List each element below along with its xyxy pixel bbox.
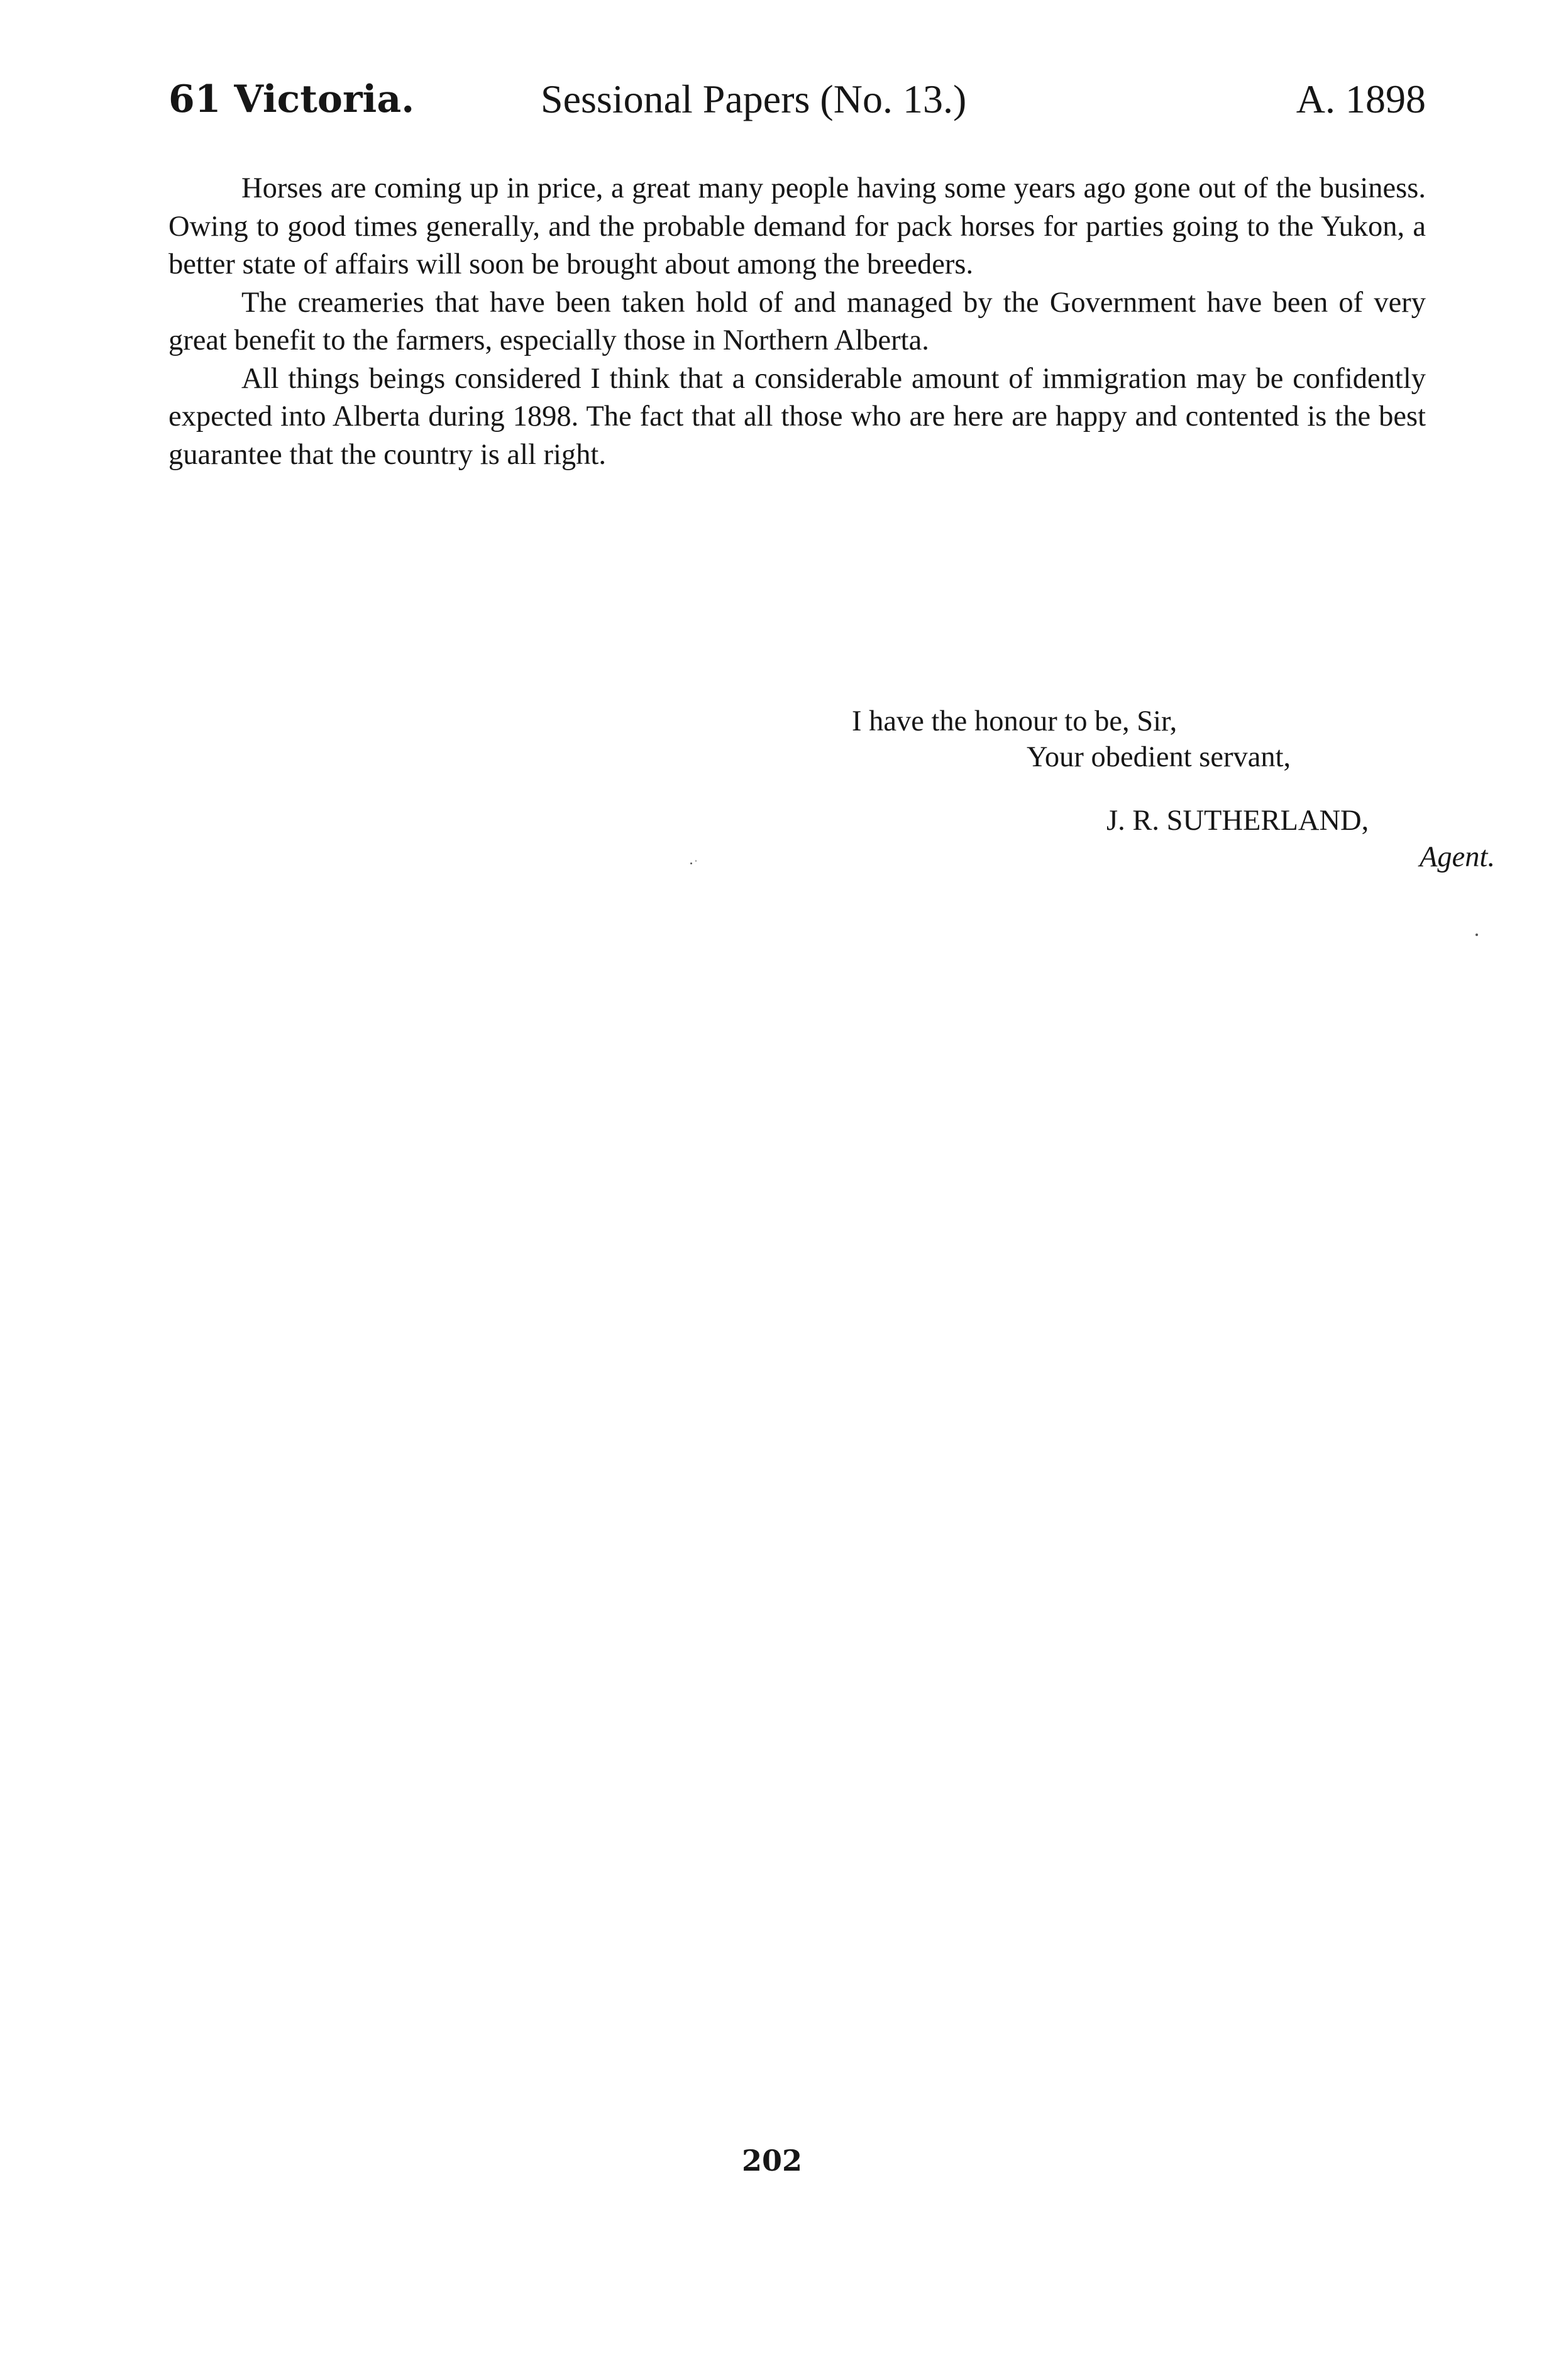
report-body [168,170,1496,873]
scan-speck [690,862,692,864]
paragraph-creameries: The creameries that have been taken hold of and managed by the Government have been of very great benefit to the farmers, especially those in Northern Alberta. [168,286,1426,356]
signature-name: J. R. SUTHERLAND, [1106,805,1369,837]
header-session: 61 Victoria. [168,77,415,121]
closing-salutation: I have the honour to be, Sir, [852,705,1177,737]
closing-complimentary: Your obedient servant, [1027,741,1291,773]
signature-title: Agent. [1420,841,1496,873]
header-year: A. 1898 [1296,77,1426,121]
page-header [168,74,1426,124]
scan-speck [695,860,697,862]
scan-speck [1475,934,1478,936]
paragraph-horses: Horses are coming up in price, a great many people having some years ago gone out of the business. Owing to good times generally, and the probable demand for pack horses for parties going to the Yukon, a better state of affairs will soon be brought about among the breeders. [168,172,1426,280]
header-title: Sessional Papers (No. 13.) [541,77,967,121]
page-number: 202 [741,2144,803,2178]
paragraph-immigration: All things beings considered I think that a considerable amount of immigration may be confidently expected into Alberta during 1898. The fact that all those who are here are happy and contented is the best guarantee that the country is all right. [168,362,1426,471]
